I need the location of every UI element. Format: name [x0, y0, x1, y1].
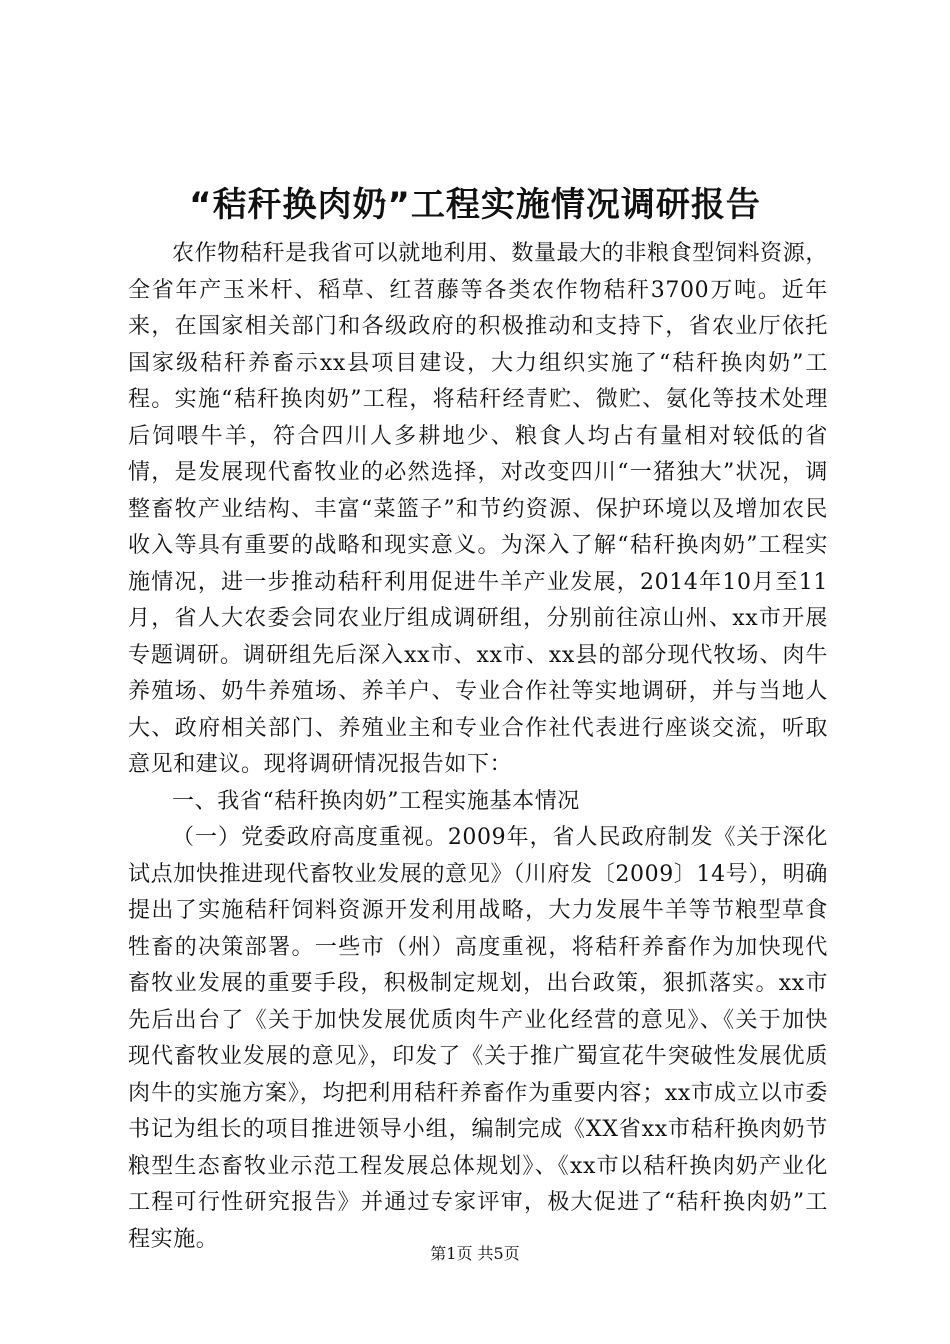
- section-heading-1: 一、我省“秸秆换肉奶”工程实施基本情况: [172, 788, 580, 814]
- document-title: “秸秆换肉奶”工程实施情况调研报告: [189, 185, 761, 225]
- paragraph-intro: 农作物秸秆是我省可以就地利用、数量最大的非粮食型饲料资源，全省年产玉米杆、稻草、红苕藤等各类农作物秸秆3700万吨。近年来，在国家相关部门和各级政府的积极推动和支持下，省农业厅依托国家级秸秆养畜示xx县项目建设，大力组织实施了“秸秆换肉奶”工程。实施“秸秆换肉奶”工程，将秸秆经青贮、微贮、氨化等技术处理后饲喂牛羊，符合四川人多耕地少、粮食人均占有量相对较低的省情，是发展现代畜牧业的必然选择，对改变四川“一猪独大”状况，调整畜牧产业结构、丰富“菜篮子”和节约资源、保护环境以及增加农民收入等具有重要的战略和现实意义。为深入了解“秸秆换肉奶”工程实施情况，进一步推动秸秆利用促进牛羊产业发展，2014年10月至11月，省人大农委会同农业厅组成调研组，分别前往凉山州、xx市开展专题调研。调研组先后深入xx市、xx市、xx县的部分现代牧场、肉牛养殖场、奶牛养殖场、养羊户、专业合作社等实地调研，并与当地人大、政府相关部门、养殖业主和专业合作社代表进行座谈交流，听取意见和建议。现将调研情况报告如下：: [128, 241, 828, 777]
- page-number-footer: 第1页 共5页: [430, 1244, 520, 1263]
- paragraph-subsection-1: （一）党委政府高度重视。2009年，省人民政府制发《关于深化试点加快推进现代畜牧业发展的意见》（川府发〔2009〕14号），明确提出了实施秸秆饲料资源开发利用战略，大力发展牛羊等节粮型草食牲畜的决策部署。一些市（州）高度重视，将秸秆养畜作为加快现代畜牧业发展的重要手段，积极制定规划，出台政策，狠抓落实。xx市先后出台了《关于加快发展优质肉牛产业化经营的意见》、《关于加快现代畜牧业发展的意见》，印发了《关于推广蜀宣花牛突破性发展优质肉牛的实施方案》，均把利用秸秆养畜作为重要内容；xx市成立以市委书记为组长的项目推进领导小组，编制完成《XX省xx市秸秆换肉奶节粮型生态畜牧业示范工程发展总体规划》、《xx市以秸秆换肉奶产业化工程可行性研究报告》并通过专家评审，极大促进了“秸秆换肉奶”工程实施。: [128, 825, 828, 1252]
- document-body: [128, 236, 828, 1258]
